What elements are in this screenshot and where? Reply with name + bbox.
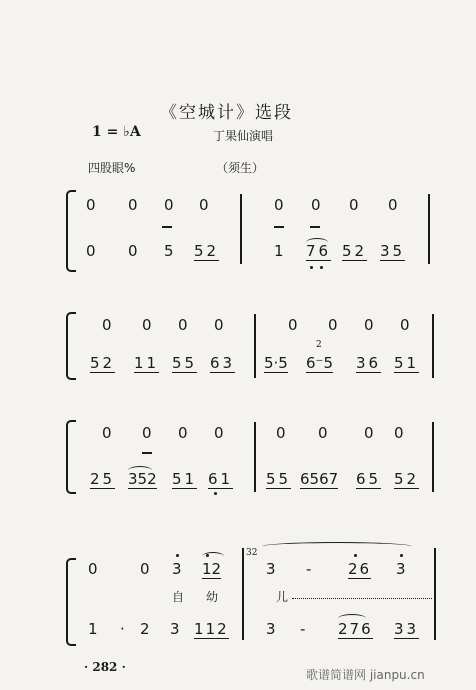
performer-credit: 丁果仙演唱 <box>213 129 274 143</box>
note: 0 <box>140 560 150 578</box>
octave-dot <box>214 492 217 495</box>
note: 52 <box>90 354 116 372</box>
note: 0 <box>164 196 174 214</box>
note: 0 <box>128 242 138 260</box>
note: 3 <box>396 560 406 578</box>
note: 6567 <box>300 470 339 488</box>
note: 51 <box>172 470 198 488</box>
note: 52 <box>342 242 368 260</box>
note: 0 <box>142 316 152 334</box>
note: 0 <box>88 560 98 578</box>
note: 36 <box>356 354 382 372</box>
octave-dot <box>176 554 179 557</box>
note: - <box>306 560 312 578</box>
tempo-marking: 四股眼% <box>88 161 136 175</box>
barline <box>254 422 256 492</box>
note: 65 <box>356 470 382 488</box>
system-brace <box>66 558 76 646</box>
role-label: （须生） <box>216 161 265 175</box>
note: 1 <box>88 620 98 638</box>
note: 76 <box>306 242 332 260</box>
note: 61 <box>208 470 234 488</box>
note: 352 <box>128 470 157 488</box>
barline <box>428 194 430 264</box>
watermark: 歌谱简谱网 jianpu.cn <box>306 668 425 682</box>
note: 0 <box>311 196 321 214</box>
lyric: 自 <box>172 590 185 604</box>
page-title: 《空城计》选段 <box>160 103 293 123</box>
system-brace <box>66 312 76 380</box>
music-system-1 <box>66 190 440 270</box>
note: 26 <box>348 560 372 578</box>
note: 0 <box>102 316 112 334</box>
note: 52 <box>194 242 220 260</box>
note: 0 <box>400 316 410 334</box>
note: 0 <box>86 196 96 214</box>
octave-dot <box>206 554 209 557</box>
note: 3 <box>266 620 276 638</box>
note: 0 <box>214 424 224 442</box>
note: 5 <box>164 242 174 260</box>
note: 5·5 <box>264 354 288 372</box>
barline <box>432 314 434 378</box>
barline <box>434 548 436 640</box>
octave-dot <box>400 554 403 557</box>
barline <box>240 194 242 264</box>
note: 3 <box>172 560 182 578</box>
rest-dash <box>310 226 320 228</box>
grace-note: 32 <box>246 548 258 558</box>
note: 35 <box>380 242 406 260</box>
note: 0 <box>318 424 328 442</box>
note: 0 <box>199 196 209 214</box>
barline <box>254 314 256 378</box>
note: 52 <box>394 470 420 488</box>
lyric: 幼 <box>206 590 219 604</box>
note: 0 <box>128 196 138 214</box>
lyric: 儿 <box>276 590 289 604</box>
grace-note: 2 <box>316 340 322 350</box>
note: 0 <box>364 424 374 442</box>
note: 51 <box>394 354 420 372</box>
note: 0 <box>142 424 152 442</box>
rest-dash <box>274 226 284 228</box>
note: 0 <box>328 316 338 334</box>
note: 55 <box>172 354 198 372</box>
note: 112 <box>194 620 229 638</box>
octave-dot <box>354 554 357 557</box>
note: 0 <box>214 316 224 334</box>
note: 25 <box>90 470 116 488</box>
note: 11 <box>134 354 160 372</box>
note: 12 <box>202 560 222 578</box>
tie <box>306 238 328 247</box>
note: 33 <box>394 620 420 638</box>
note: 1 <box>274 242 284 260</box>
rest-dash <box>162 226 172 228</box>
note: · <box>120 620 125 638</box>
barline <box>432 422 434 492</box>
note: 276 <box>338 620 373 638</box>
note: 0 <box>102 424 112 442</box>
octave-dot <box>310 266 313 269</box>
note: 0 <box>178 316 188 334</box>
note: 55 <box>266 470 292 488</box>
note: 0 <box>388 196 398 214</box>
melisma-line <box>292 598 432 599</box>
note: 6⁻5 <box>306 354 334 372</box>
note: - <box>300 620 306 638</box>
key-signature: 1 = ♭A <box>92 124 141 140</box>
music-system-2 <box>66 312 440 382</box>
note: 0 <box>394 424 404 442</box>
system-brace <box>66 190 76 272</box>
note: 3 <box>170 620 180 638</box>
tie <box>128 466 152 475</box>
rest-dash <box>142 452 152 454</box>
tie <box>202 552 224 561</box>
music-system-3 <box>66 420 440 496</box>
note: 63 <box>210 354 236 372</box>
note: 3 <box>266 560 276 578</box>
music-system-4 <box>66 540 440 644</box>
octave-dot <box>320 266 323 269</box>
note: 0 <box>276 424 286 442</box>
tie <box>262 542 412 551</box>
note: 0 <box>86 242 96 260</box>
note: 0 <box>349 196 359 214</box>
note: 2 <box>140 620 150 638</box>
system-brace <box>66 420 76 494</box>
note: 0 <box>364 316 374 334</box>
page-number: · 282 · <box>84 660 126 674</box>
barline <box>242 548 244 640</box>
note: 0 <box>288 316 298 334</box>
note: 0 <box>274 196 284 214</box>
note: 0 <box>178 424 188 442</box>
tie <box>338 614 366 623</box>
